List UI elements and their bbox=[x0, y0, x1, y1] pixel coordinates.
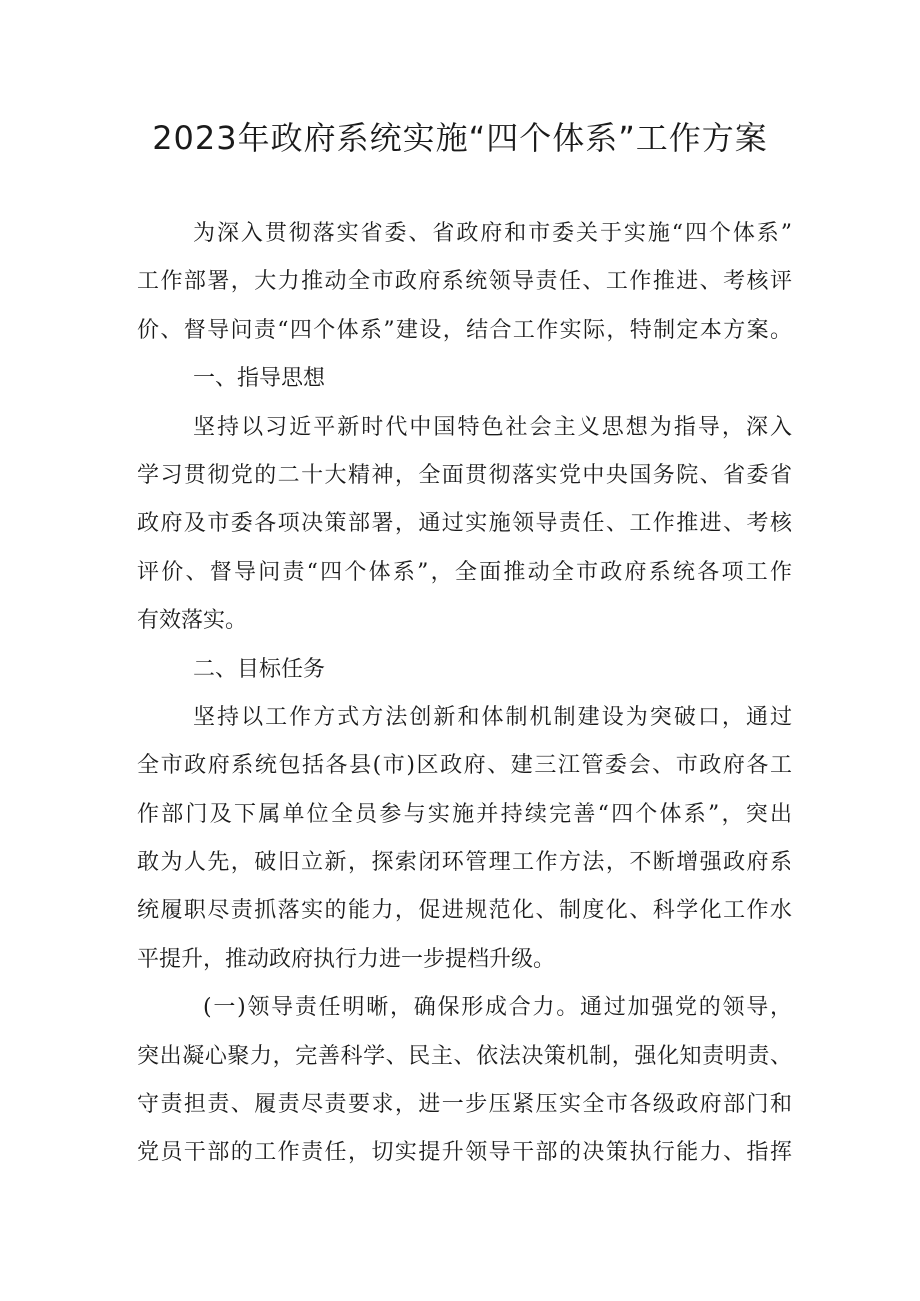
paragraph-line: 评价、督导问责“四个体系”，全面推动全市政府系统各项工作 bbox=[137, 559, 792, 585]
paragraph-line: 守责担责、履责尽责要求，进一步压紧压实全市各级政府部门和 bbox=[137, 1092, 792, 1118]
paragraph-line: (一)领导责任明晰，确保形成合力。通过加强党的领导， bbox=[203, 995, 792, 1021]
paragraph-line: 全市政府系统包括各县(市)区政府、建三江管委会、市政府各工 bbox=[137, 753, 792, 779]
paragraph-line: 坚持以工作方式方法创新和体制机制建设为突破口，通过 bbox=[193, 704, 792, 730]
paragraph-line: 坚持以习近平新时代中国特色社会主义思想为指导，深入 bbox=[193, 414, 792, 440]
paragraph-line: 突出凝心聚力，完善科学、民主、依法决策机制，强化知责明责、 bbox=[137, 1043, 792, 1069]
paragraph-line: 平提升，推动政府执行力进一步提档升级。 bbox=[137, 946, 556, 972]
section-heading: 一、指导思想 bbox=[193, 366, 326, 392]
section-heading: 二、目标任务 bbox=[193, 656, 326, 682]
document-title: 2023年政府系统实施“四个体系”工作方案 bbox=[152, 119, 768, 157]
paragraph-line: 敢为人先，破旧立新，探索闭环管理工作方法，不断增强政府系 bbox=[137, 850, 792, 876]
paragraph-line: 有效落实。 bbox=[137, 608, 248, 634]
document-body bbox=[137, 210, 792, 1178]
paragraph-line: 党员干部的工作责任，切实提升领导干部的决策执行能力、指挥 bbox=[137, 1140, 792, 1166]
paragraph-line: 作部门及下属单位全员参与实施并持续完善“四个体系”，突出 bbox=[137, 801, 792, 827]
paragraph-line: 工作部署，大力推动全市政府系统领导责任、工作推进、考核评 bbox=[137, 269, 792, 295]
paragraph-line: 价、督导问责“四个体系”建设，结合工作实际，特制定本方案。 bbox=[137, 317, 792, 343]
paragraph-line: 学习贯彻党的二十大精神，全面贯彻落实党中央国务院、省委省 bbox=[137, 462, 792, 488]
paragraph-line: 政府及市委各项决策部署，通过实施领导责任、工作推进、考核 bbox=[137, 511, 792, 537]
paragraph-line: 为深入贯彻落实省委、省政府和市委关于实施“四个体系” bbox=[193, 221, 792, 246]
paragraph-line: 统履职尽责抓落实的能力，促进规范化、制度化、科学化工作水 bbox=[137, 898, 792, 924]
